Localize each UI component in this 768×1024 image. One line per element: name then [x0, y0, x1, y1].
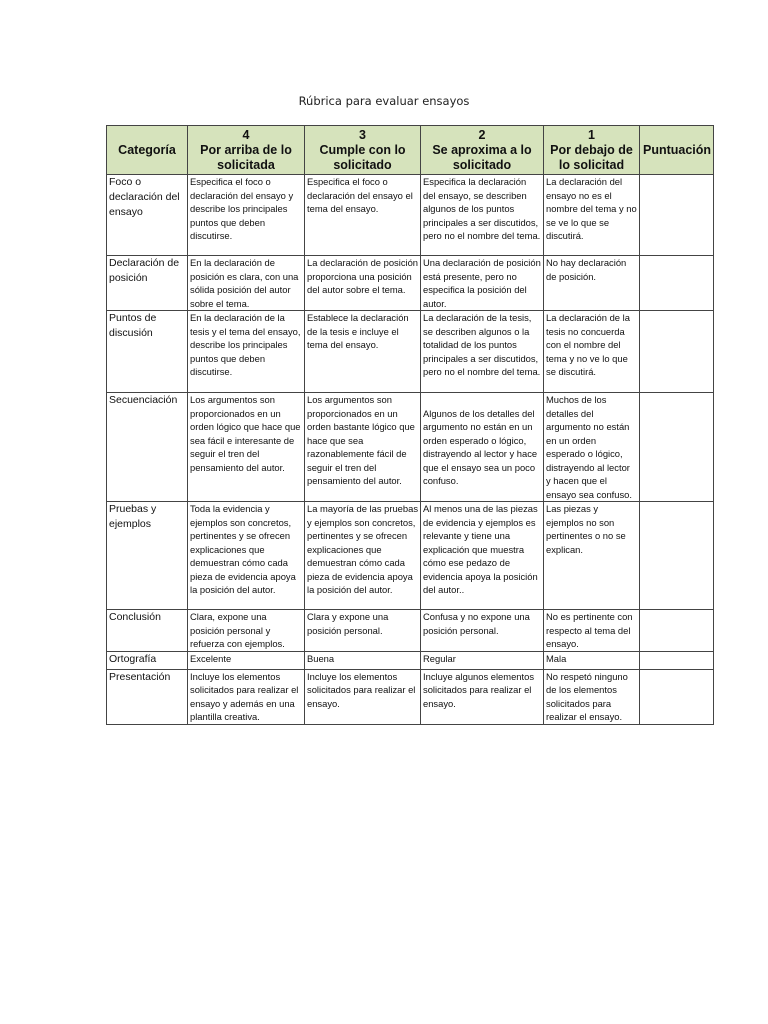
cell-level-4: Toda la evidencia y ejemplos son concretos, pertinentes y se ofrecen explicaciones que demuestran cómo cada pieza de evidencia apoya la posición del autor. — [188, 502, 305, 610]
header-puntuacion: Puntuación — [640, 126, 714, 175]
cell-level-3: Buena — [305, 651, 421, 669]
row-category: Puntos de discusión — [107, 311, 188, 393]
cell-level-3: Clara y expone una posición personal. — [305, 610, 421, 652]
cell-level-2: La declaración de la tesis, se describen algunos o la totalidad de los puntos principales a ser discutidos, pero no el nombre del tema. — [421, 311, 544, 393]
header-level-4-number: 4 — [242, 127, 250, 142]
table-row — [107, 311, 714, 393]
cell-level-1: La declaración del ensayo no es el nombre del tema y no se ve lo que se discutirá. — [544, 175, 640, 256]
score-cell[interactable] — [640, 669, 714, 724]
cell-level-1: No hay declaración de posición. — [544, 256, 640, 311]
score-cell[interactable] — [640, 311, 714, 393]
cell-level-2: Incluye algunos elementos solicitados para realizar el ensayo. — [421, 669, 544, 724]
score-cell[interactable] — [640, 256, 714, 311]
score-cell[interactable] — [640, 175, 714, 256]
table-row — [107, 393, 714, 502]
cell-level-2: Al menos una de las piezas de evidencia y ejemplos es relevante y tiene una explicación que muestra cómo ese pedazo de evidencia apoya la posición del autor.. — [421, 502, 544, 610]
cell-level-3: La mayoría de las pruebas y ejemplos son concretos, pertinentes y se ofrecen explicaciones que demuestran cómo cada pieza de evidencia apoya la posición del autor. — [305, 502, 421, 610]
cell-level-1: Las piezas y ejemplos no son pertinentes o no se explican. — [544, 502, 640, 610]
cell-level-3: Incluye los elementos solicitados para realizar el ensayo. — [305, 669, 421, 724]
table-row — [107, 256, 714, 311]
header-level-3-label: Cumple con lo solicitado — [319, 142, 406, 172]
cell-level-4: En la declaración de posición es clara, con una sólida posición del autor sobre el tema. — [188, 256, 305, 311]
row-category: Pruebas y ejemplos — [107, 502, 188, 610]
score-cell[interactable] — [640, 502, 714, 610]
cell-level-3: Especifica el foco o declaración del ensayo el tema del ensayo. — [305, 175, 421, 256]
header-level-1-number: 1 — [588, 127, 595, 142]
header-level-3-number: 3 — [359, 127, 366, 142]
table-row — [107, 669, 714, 724]
header-level-2-number: 2 — [478, 127, 486, 142]
page-title: Rúbrica para evaluar ensayos — [298, 94, 470, 108]
score-cell[interactable] — [640, 610, 714, 652]
cell-level-1: No es pertinente con respecto al tema del ensayo. — [544, 610, 640, 652]
cell-level-2: Una declaración de posición está presente, pero no especifica la posición del autor. — [421, 256, 544, 311]
cell-level-2: Algunos de los detalles del argumento no están en un orden esperado o lógico, distrayendo al lector y hace que el ensayo sea un poco confuso. — [421, 393, 544, 502]
row-category: Secuenciación — [107, 393, 188, 502]
table-row — [107, 651, 714, 669]
cell-level-3: La declaración de posición proporciona una posición del autor sobre el tema. — [305, 256, 421, 311]
row-category: Foco o declaración del ensayo — [107, 175, 188, 256]
row-category: Conclusión — [107, 610, 188, 652]
cell-level-4: Incluye los elementos solicitados para realizar el ensayo y además en una plantilla creativa. — [188, 669, 305, 724]
header-level-2 — [421, 126, 544, 175]
cell-level-3: Establece la declaración de la tesis e incluye el tema del ensayo. — [305, 311, 421, 393]
row-category: Presentación — [107, 669, 188, 724]
row-category: Declaración de posición — [107, 256, 188, 311]
header-level-3 — [305, 126, 421, 175]
header-row — [107, 126, 714, 175]
cell-level-4: En la declaración de la tesis y el tema del ensayo, describe los principales puntos que deben discutirse. — [188, 311, 305, 393]
header-level-4-label: Por arriba de lo solicitada — [200, 142, 292, 172]
header-level-4 — [188, 126, 305, 175]
cell-level-2: Especifica la declaración del ensayo, se describen algunos de los puntos principales a ser discutidos, pero no el nombre del tema. — [421, 175, 544, 256]
header-level-2-label: Se aproxima a lo solicitado — [432, 142, 532, 172]
score-cell[interactable] — [640, 651, 714, 669]
header-level-1-label: Por debajo de lo solicitad — [550, 142, 633, 172]
cell-level-4: Excelente — [188, 651, 305, 669]
cell-level-1: Mala — [544, 651, 640, 669]
cell-level-1: La declaración de la tesis no concuerda con el nombre del tema y no ve lo que se discutirá. — [544, 311, 640, 393]
row-category: Ortografía — [107, 651, 188, 669]
cell-level-4: Los argumentos son proporcionados en un orden lógico que hace que sea fácil e interesante de seguir el tren del pensamiento del autor. — [188, 393, 305, 502]
cell-level-2: Confusa y no expone una posición personal. — [421, 610, 544, 652]
cell-level-4: Especifica el foco o declaración del ensayo y describe los principales puntos que deben discutirse. — [188, 175, 305, 256]
cell-level-1: No respetó ninguno de los elementos solicitados para realizar el ensayo. — [544, 669, 640, 724]
cell-level-3: Los argumentos son proporcionados en un orden bastante lógico que hace que sea razonablemente fácil de seguir el tren del pensamiento del autor. — [305, 393, 421, 502]
score-cell[interactable] — [640, 393, 714, 502]
table-row — [107, 175, 714, 256]
cell-level-1: Muchos de los detalles del argumento no están en un orden esperado o lógico, distrayendo al lector y hacen que el ensayo sea confuso. — [544, 393, 640, 502]
table-row — [107, 502, 714, 610]
cell-level-2: Regular — [421, 651, 544, 669]
table-row — [107, 610, 714, 652]
header-level-1 — [544, 126, 640, 175]
rubric-table — [106, 125, 714, 725]
cell-level-4: Clara, expone una posición personal y refuerza con ejemplos. — [188, 610, 305, 652]
header-categoria: Categoría — [107, 126, 188, 175]
